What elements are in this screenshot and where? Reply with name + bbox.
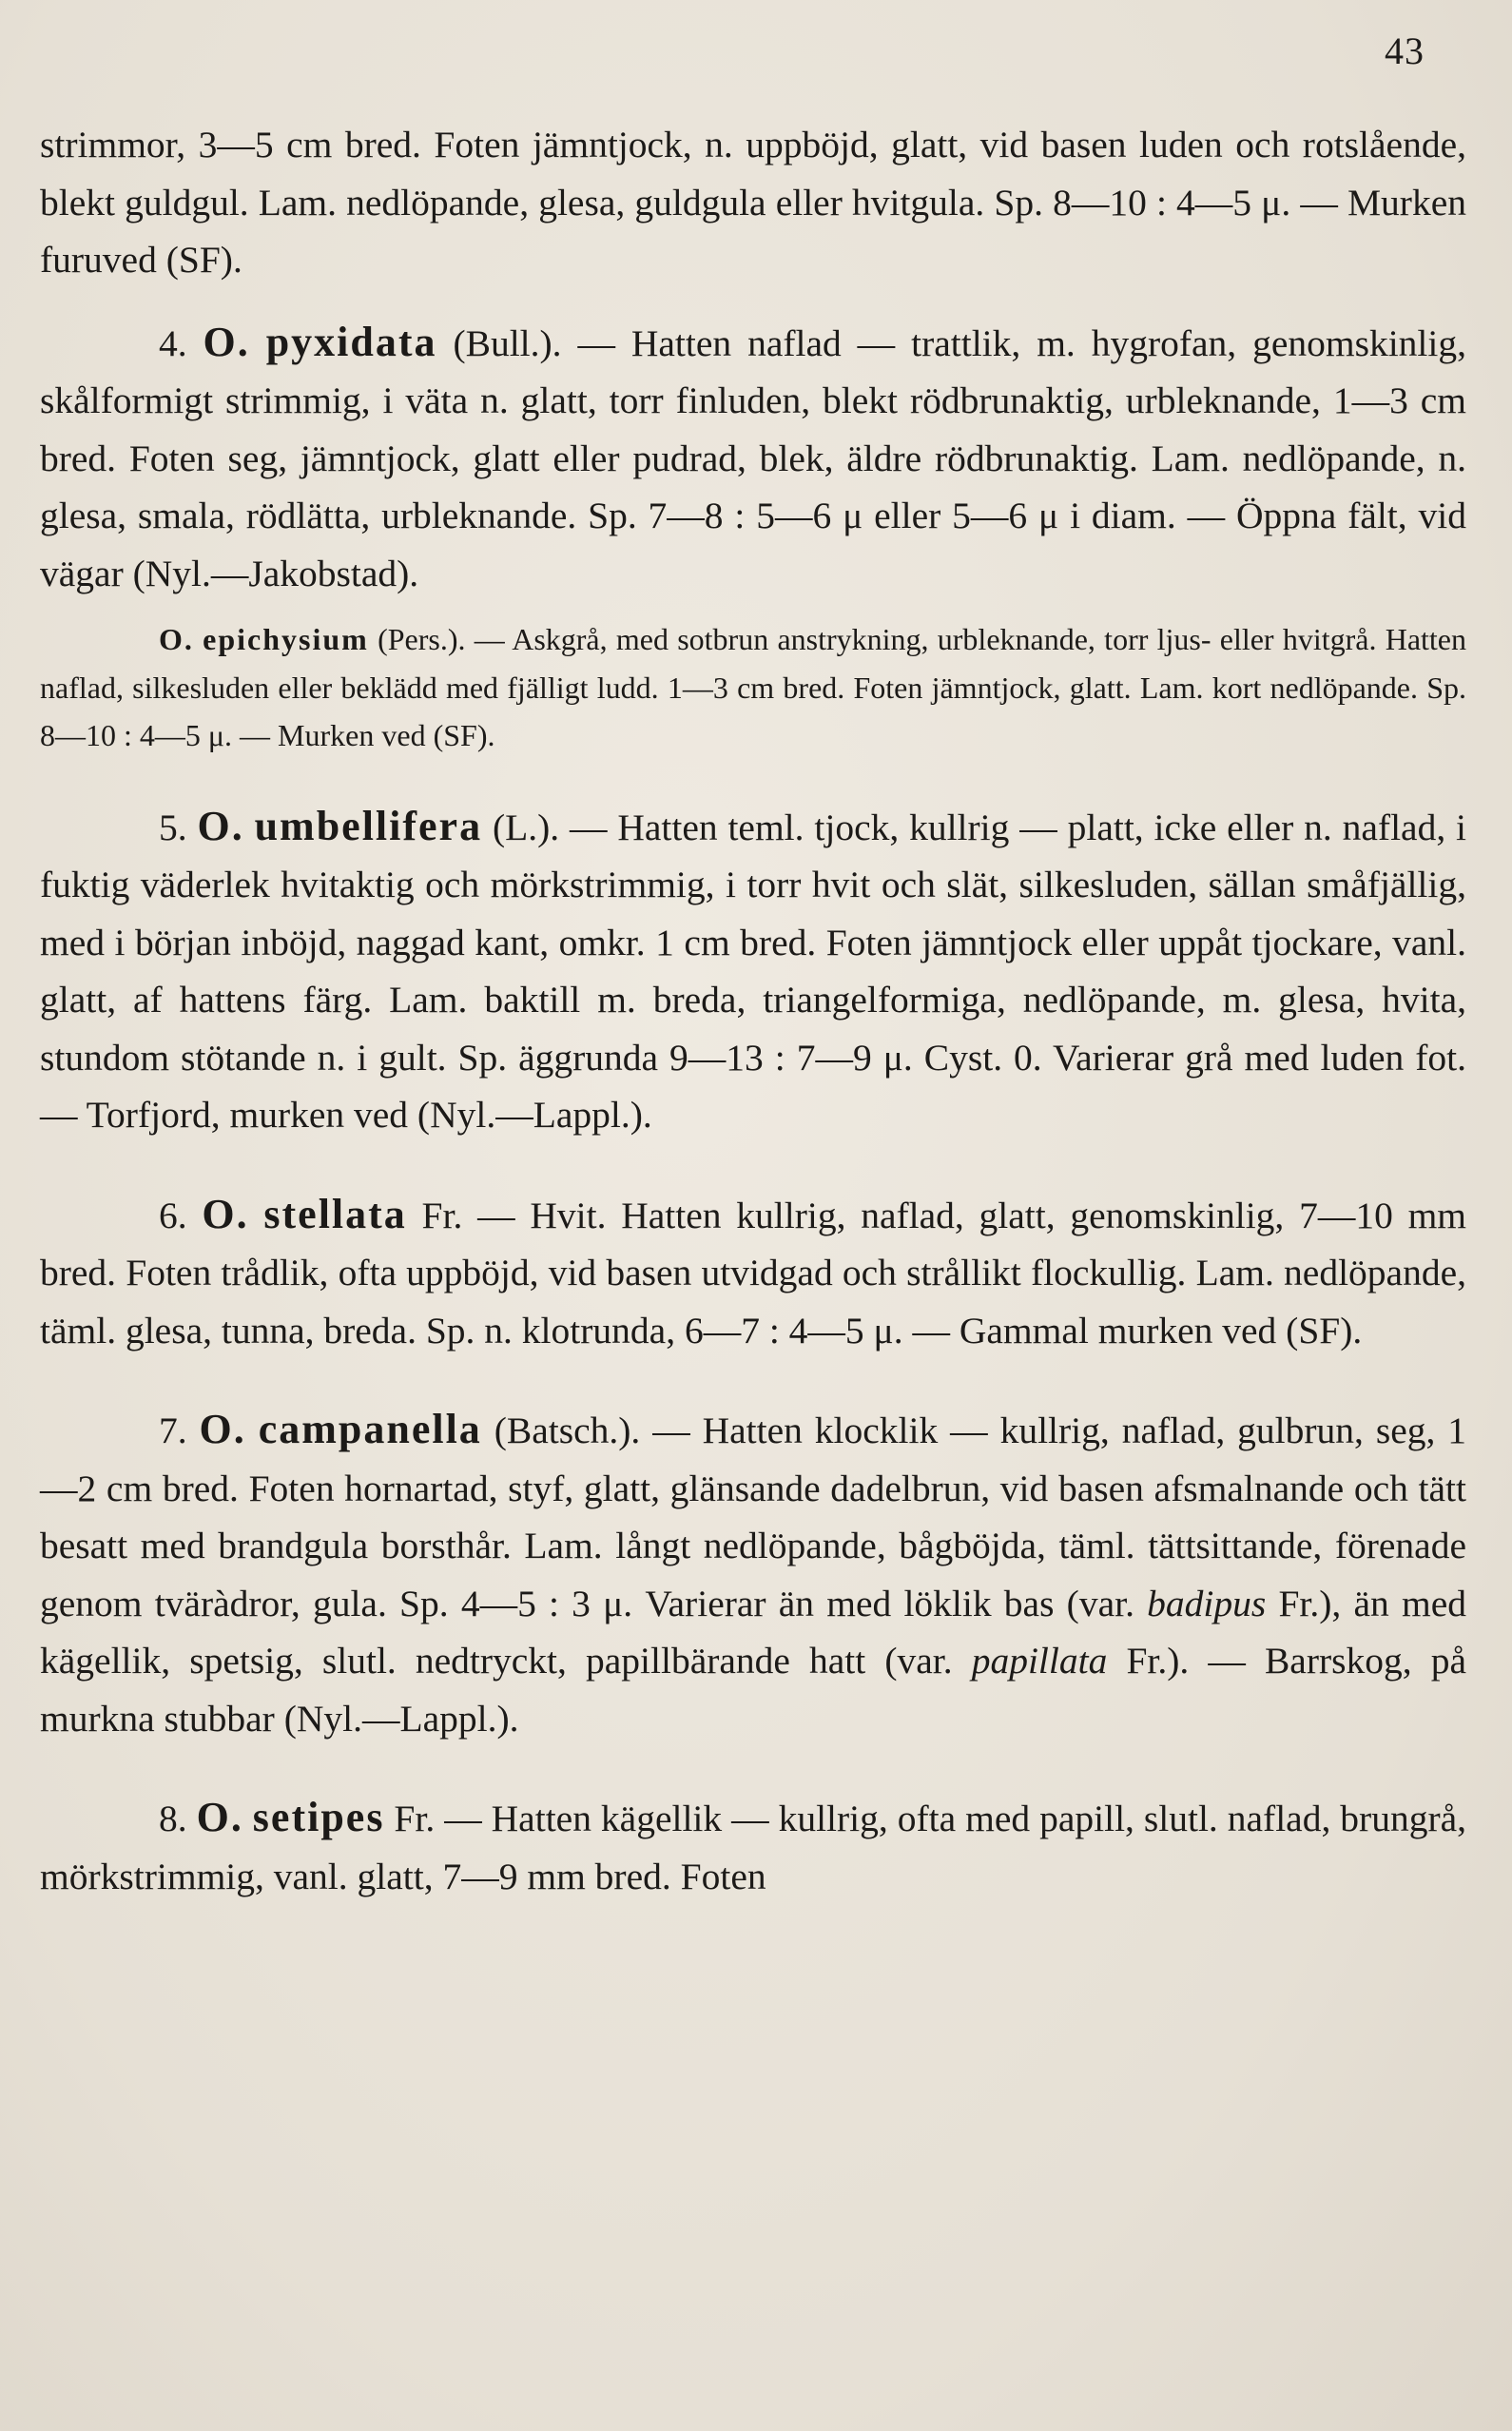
species-name: stellata bbox=[263, 1190, 407, 1237]
entry-setipes bbox=[40, 1789, 1466, 1905]
entry-number: 5. bbox=[159, 806, 187, 848]
variety-name: papillata bbox=[971, 1640, 1108, 1682]
species-name: epichysium bbox=[203, 622, 369, 656]
species-name: campanella bbox=[258, 1406, 482, 1452]
genus-abbrev: O. bbox=[196, 1794, 243, 1840]
entry-stellata bbox=[40, 1186, 1466, 1360]
genus-abbrev: O. bbox=[203, 318, 250, 365]
genus-abbrev: O. bbox=[199, 1406, 246, 1452]
entry-description: Fr.). — Barrskog, på murkna stubbar (Nyl.—Lappl.). bbox=[40, 1640, 1466, 1740]
entry-description: (Batsch.). — Hatten klocklik — kullrig, naflad, gulbrun, seg, 1—2 cm bred. Foten hornartad, styf, glatt, glänsande dadelbrun, vid basen afsmalnande och tätt besatt med brandgula borsthår. Lam. långt nedlöpande, bågböjda, täml. tättsittande, förenade genom tväràdror, gula. Sp. 4—5 : 3 μ. Varierar än med löklik bas (var. bbox=[40, 1410, 1467, 1624]
entry-number: 8. bbox=[159, 1798, 187, 1839]
variety-name: badipus bbox=[1147, 1582, 1267, 1624]
entry-description: (L.). — Hatten teml. tjock, kullrig — platt, icke eller n. naflad, i fuktig väderlek hvitaktig och mörkstrimmig, i torr hvit och slät, silkesluden, sällan småfjällig, med i början inböjd, naggad kant, omkr. 1 cm bred. Foten jämntjock eller uppåt tjockare, vanl. glatt, af hattens färg. Lam. baktill m. breda, triangelformiga, nedlöpande, m. glesa, hvita, stundom stötande n. i gult. Sp. äggrunda 9—13 : 7—9 μ. Cyst. 0. Varierar grå med luden fot. — Torfjord, murken ved (Nyl.—Lappl.). bbox=[40, 806, 1467, 1136]
page-body bbox=[40, 116, 1466, 1905]
entry-epichysium bbox=[40, 615, 1466, 760]
genus-abbrev: O. bbox=[202, 1190, 249, 1237]
species-name: umbellifera bbox=[254, 802, 483, 849]
entry-description: Fr. — Hvit. Hatten kullrig, naflad, glatt, genomskinlig, 7—10 mm bred. Foten trådlik, ofta uppböjd, vid basen utvidgad och strållikt flockullig. Lam. nedlöpande, täml. glesa, tunna, breda. Sp. n. klotrunda, 6—7 : 4—5 μ. — Gammal murken ved (SF). bbox=[40, 1194, 1467, 1352]
entry-number: 4. bbox=[159, 321, 187, 364]
entry-description: Fr.), än med kägellik, spetsig, slutl. nedtryckt, papillbärande hatt (var. bbox=[40, 1582, 1466, 1682]
entry-description: (Bull.). — Hatten naflad — trattlik, m. hygrofan, genomskinlig, skålformigt strimmig, i väta n. glatt, torr finluden, blekt rödbrunaktig, urbleknande, 1—3 cm bred. Foten seg, jämntjock, glatt eller pudrad, blek, äldre rödbrunaktig. Lam. nedlöpande, n. glesa, smala, rödlätta, urbleknande. Sp. 7—8 : 5—6 μ eller 5—6 μ i diam. — Öppna fält, vid vägar (Nyl.—Jakobstad). bbox=[40, 321, 1467, 594]
entry-number: 6. bbox=[159, 1194, 187, 1236]
entry-number: 7. bbox=[159, 1410, 187, 1451]
entry-description: (Pers.). — Askgrå, med sotbrun anstrykning, urbleknande, torr ljus- eller hvitgrå. Hatten naflad, silkesluden eller beklädd med fjälligt ludd. 1—3 cm bred. Foten jämntjock, glatt. Lam. kort nedlöpande. Sp. 8—10 : 4—5 μ. — Murken ved (SF). bbox=[40, 622, 1467, 752]
entry-description: Fr. — Hatten kägellik — kullrig, ofta med papill, slutl. naflad, brungrå, mörkstrimmig, vanl. glatt, 7—9 mm bred. Foten bbox=[40, 1798, 1467, 1897]
entry-pyxidata bbox=[40, 314, 1466, 603]
species-name: setipes bbox=[252, 1794, 385, 1840]
species-name: pyxidata bbox=[265, 318, 437, 365]
entry-umbellifera bbox=[40, 798, 1466, 1144]
page-number: 43 bbox=[1385, 29, 1425, 72]
intro-paragraph: strimmor, 3—5 cm bred. Foten jämntjock, n. uppböjd, glatt, vid basen luden och rotslående, blekt guldgul. Lam. nedlöpande, glesa, guldgula eller hvitgula. Sp. 8—10 : 4—5 μ. — Murken furuved (SF). bbox=[40, 124, 1466, 281]
genus-abbrev: O. bbox=[159, 622, 194, 656]
genus-abbrev: O. bbox=[197, 802, 244, 849]
entry-campanella bbox=[40, 1401, 1466, 1747]
